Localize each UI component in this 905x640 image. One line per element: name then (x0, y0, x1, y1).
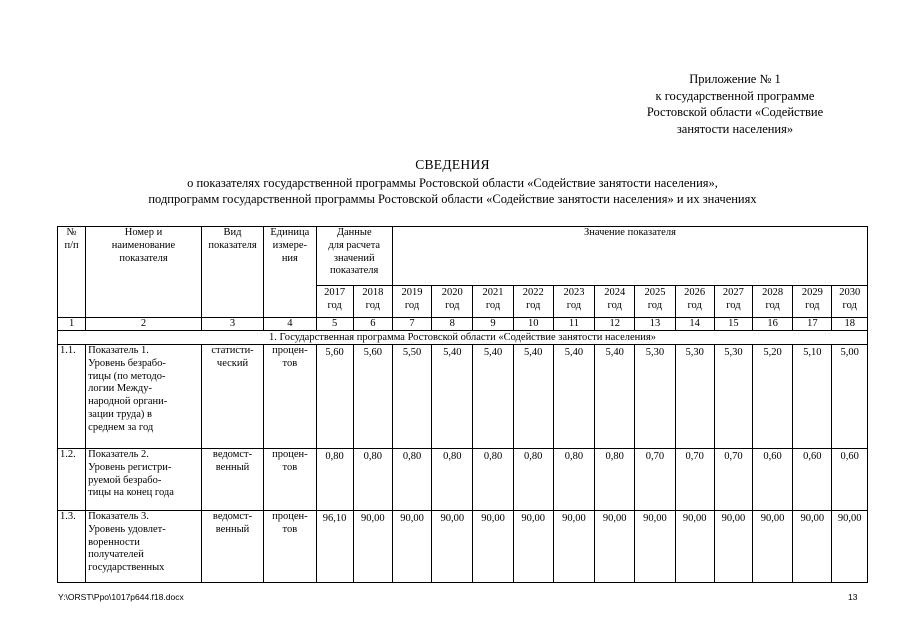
indicator-name: Показатель 3. Уровень удовлет- воренности получателей государственных (86, 511, 202, 583)
appendix-line: к государственной программе (655, 88, 815, 103)
indicator-value: 90,00 (473, 511, 513, 583)
section-title: 1. Государственная программа Ростовской области «Содействие занятости населения» (58, 331, 868, 345)
header-name: Номер и наименование показателя (86, 227, 202, 318)
indicator-row (58, 345, 868, 449)
year-header: 2018 год (353, 286, 392, 318)
indicator-type: ведомст- венный (201, 511, 263, 583)
indicator-value: 96,10 (316, 511, 353, 583)
header-basis: Данные для расчета значений показателя (316, 227, 392, 286)
header-row-column-numbers (58, 318, 868, 331)
indicator-value: 90,00 (595, 511, 635, 583)
footer-page-number: 13 (848, 592, 858, 602)
indicator-value: 5,10 (793, 345, 832, 449)
column-number: 13 (635, 318, 675, 331)
footer-file-path: Y:\ORST\Ppo\1017p644.f18.docx (58, 592, 184, 602)
indicator-value: 0,80 (553, 449, 594, 511)
header-row-main (58, 227, 868, 286)
indicator-value: 5,40 (595, 345, 635, 449)
column-number: 14 (675, 318, 714, 331)
indicator-value: 0,80 (316, 449, 353, 511)
year-header: 2022 год (513, 286, 553, 318)
year-header: 2021 год (473, 286, 513, 318)
header-value: Значение показателя (392, 227, 867, 286)
indicator-value: 0,60 (753, 449, 793, 511)
year-header: 2017 год (316, 286, 353, 318)
indicator-value: 0,70 (675, 449, 714, 511)
indicator-type: статисти- ческий (201, 345, 263, 449)
column-number: 16 (753, 318, 793, 331)
column-number: 11 (553, 318, 594, 331)
column-number: 2 (86, 318, 202, 331)
indicator-value: 5,20 (753, 345, 793, 449)
row-number: 1.3. (58, 511, 86, 583)
indicator-value: 5,40 (473, 345, 513, 449)
indicator-value: 0,80 (595, 449, 635, 511)
indicator-value: 90,00 (353, 511, 392, 583)
indicator-row (58, 511, 868, 583)
year-header: 2030 год (832, 286, 868, 318)
subtitle-line: о показателях государственной программы Ростовской области «Содействие занятости населения», (187, 176, 718, 190)
indicator-row (58, 449, 868, 511)
indicator-value: 90,00 (832, 511, 868, 583)
year-header: 2027 год (714, 286, 752, 318)
indicator-value: 90,00 (714, 511, 752, 583)
indicator-value: 90,00 (392, 511, 431, 583)
appendix-line: Ростовской области «Содействие (646, 105, 824, 119)
column-number: 5 (316, 318, 353, 331)
column-number: 7 (392, 318, 431, 331)
indicator-value: 5,50 (392, 345, 431, 449)
column-number: 8 (432, 318, 473, 331)
year-header: 2025 год (635, 286, 675, 318)
year-header: 2024 год (595, 286, 635, 318)
column-number: 1 (58, 318, 86, 331)
column-number: 4 (264, 318, 316, 331)
indicator-value: 0,60 (832, 449, 868, 511)
indicator-value: 90,00 (513, 511, 553, 583)
indicator-value: 5,30 (714, 345, 752, 449)
document-subtitle (0, 175, 905, 207)
document-title: СВЕДЕНИЯ (415, 157, 490, 172)
year-header: 2028 год (753, 286, 793, 318)
section-row (58, 331, 868, 345)
indicator-value: 0,70 (714, 449, 752, 511)
column-number: 9 (473, 318, 513, 331)
indicator-value: 0,80 (513, 449, 553, 511)
indicator-value: 90,00 (753, 511, 793, 583)
indicators-table (57, 226, 868, 583)
column-number: 3 (201, 318, 263, 331)
column-number: 18 (832, 318, 868, 331)
indicator-value: 5,40 (513, 345, 553, 449)
indicator-value: 5,30 (675, 345, 714, 449)
indicator-value: 0,60 (793, 449, 832, 511)
indicator-value: 0,70 (635, 449, 675, 511)
appendix-line: занятости населения» (676, 121, 794, 136)
indicator-value: 90,00 (675, 511, 714, 583)
indicator-value: 5,60 (316, 345, 353, 449)
column-number: 15 (714, 318, 752, 331)
appendix-block (610, 71, 860, 137)
indicator-value: 90,00 (432, 511, 473, 583)
indicator-unit: процен- тов (264, 449, 316, 511)
header-num: № п/п (58, 227, 86, 318)
indicator-type: ведомст- венный (201, 449, 263, 511)
indicator-name: Показатель 1. Уровень безрабо- тицы (по методо- логии Между- народной органи- зации труда) в среднем за год (86, 345, 202, 449)
year-header: 2019 год (392, 286, 431, 318)
column-number: 6 (353, 318, 392, 331)
indicator-value: 0,80 (392, 449, 431, 511)
indicator-value: 90,00 (553, 511, 594, 583)
header-type: Вид показателя (201, 227, 263, 318)
year-header: 2026 год (675, 286, 714, 318)
indicator-unit: процен- тов (264, 345, 316, 449)
indicator-value: 90,00 (793, 511, 832, 583)
year-header: 2023 год (553, 286, 594, 318)
column-number: 12 (595, 318, 635, 331)
indicator-value: 5,40 (553, 345, 594, 449)
appendix-line: Приложение № 1 (689, 72, 781, 86)
indicator-value: 5,60 (353, 345, 392, 449)
indicator-value: 0,80 (473, 449, 513, 511)
year-header: 2020 год (432, 286, 473, 318)
indicator-value: 5,30 (635, 345, 675, 449)
row-number: 1.2. (58, 449, 86, 511)
indicator-value: 5,00 (832, 345, 868, 449)
indicator-value: 90,00 (635, 511, 675, 583)
indicator-value: 5,40 (432, 345, 473, 449)
header-unit: Единица измере- ния (264, 227, 316, 318)
subtitle-line: подпрограмм государственной программы Ростовской области «Содействие занятости населения» и их значениях (148, 192, 757, 206)
year-header: 2029 год (793, 286, 832, 318)
indicator-value: 0,80 (353, 449, 392, 511)
indicator-name: Показатель 2. Уровень регистри- руемой безрабо- тицы на конец года (86, 449, 202, 511)
column-number: 10 (513, 318, 553, 331)
indicator-unit: процен- тов (264, 511, 316, 583)
row-number: 1.1. (58, 345, 86, 449)
column-number: 17 (793, 318, 832, 331)
indicator-value: 0,80 (432, 449, 473, 511)
